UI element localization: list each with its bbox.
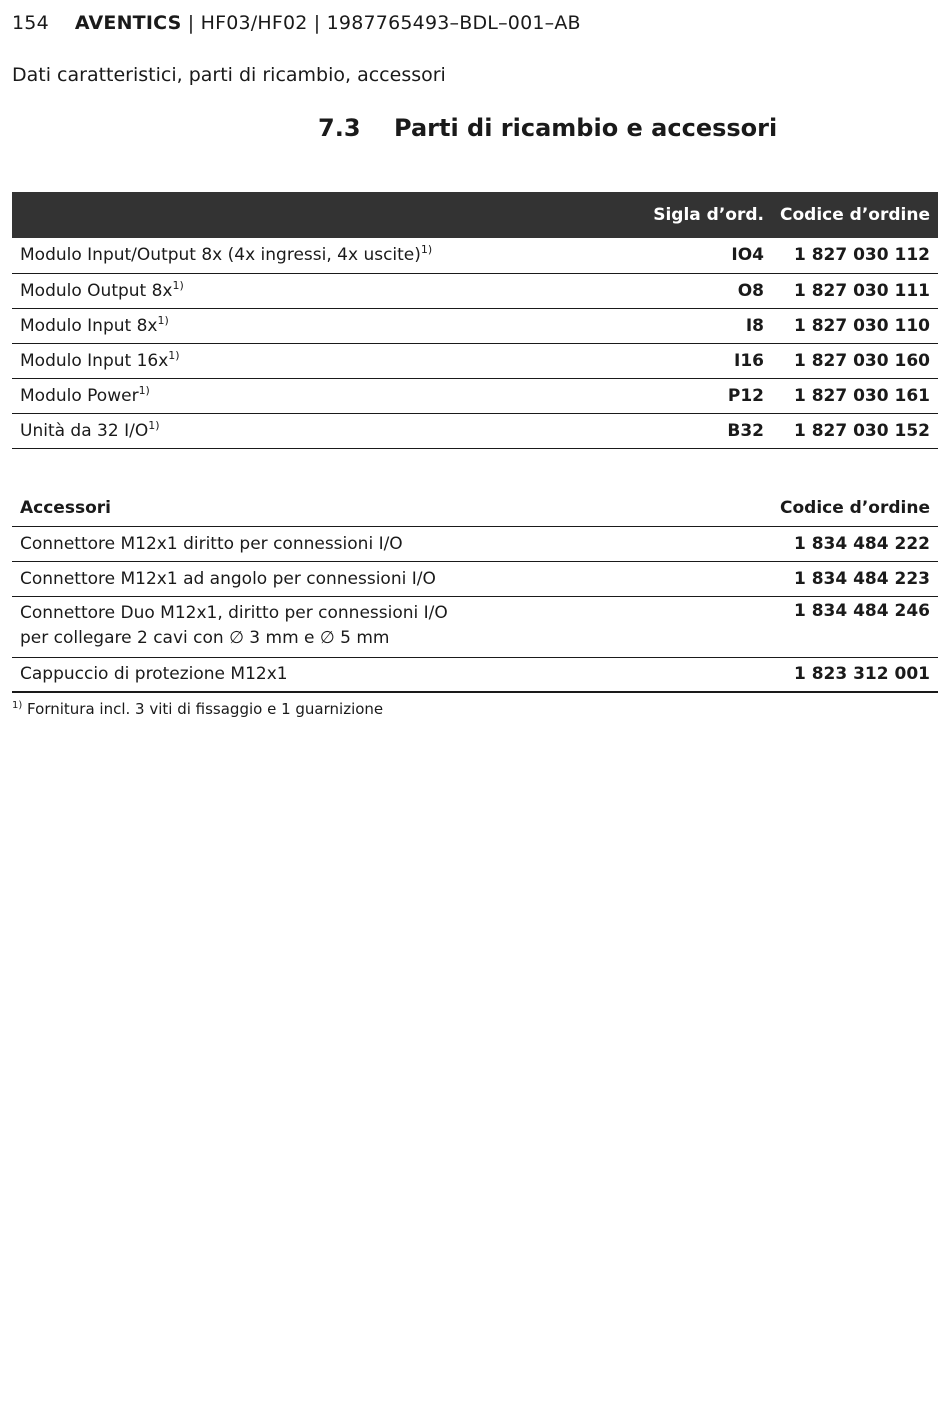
- part-description: [12, 273, 645, 308]
- footnote-ref: 1): [148, 418, 160, 432]
- column-header-sigla: Sigla d’ord.: [653, 205, 764, 225]
- table-row: [12, 526, 938, 561]
- part-description-text: Unità da 32 I/O: [20, 420, 149, 441]
- part-code: 1 827 030 111: [793, 280, 930, 301]
- footnote-ref: 1): [157, 313, 169, 327]
- column-header-code: Codice d’ordine: [780, 497, 930, 518]
- column-header-description: [12, 192, 645, 238]
- part-sigla: I8: [745, 315, 764, 336]
- part-code: 1 827 030 112: [793, 245, 930, 266]
- table-header-row: [12, 192, 938, 238]
- part-description-text: Modulo Power: [20, 385, 139, 406]
- table-row: [12, 596, 938, 657]
- footnote-ref: 1): [172, 278, 184, 292]
- accessory-description: Connettore M12x1 diritto per connessioni I/O: [20, 533, 403, 554]
- section-title: Dati caratteristici, parti di ricambio, accessori: [12, 64, 446, 86]
- part-description: [12, 238, 645, 273]
- accessory-code: 1 834 484 223: [793, 568, 930, 589]
- part-sigla: IO4: [731, 245, 764, 266]
- table-row: [12, 657, 938, 692]
- table-row: [12, 273, 938, 308]
- part-description: [12, 308, 645, 343]
- chapter-title: Parti di ricambio e accessori: [394, 114, 778, 142]
- column-header-accessories: Accessori: [20, 497, 111, 518]
- accessory-code: 1 823 312 001: [793, 664, 930, 685]
- table-row: [12, 308, 938, 343]
- part-description: [12, 343, 645, 378]
- chapter-heading: [318, 114, 777, 142]
- footnote: [12, 700, 383, 718]
- part-description: [12, 413, 645, 448]
- part-description-text: Modulo Input/Output 8x (4x ingressi, 4x uscite): [20, 245, 421, 266]
- part-description-text: Modulo Input 16x: [20, 350, 169, 371]
- page-header: [12, 12, 581, 34]
- accessory-description-line: per collegare 2 cavi con ∅ 3 mm e ∅ 5 mm: [20, 627, 390, 648]
- spare-parts-table: [12, 192, 938, 449]
- part-code: 1 827 030 161: [793, 385, 930, 406]
- part-code: 1 827 030 110: [793, 315, 930, 336]
- table-row: [12, 343, 938, 378]
- table-header-row: [12, 490, 938, 526]
- table-row: [12, 561, 938, 596]
- accessory-description: Connettore M12x1 ad angolo per connessioni I/O: [20, 568, 436, 589]
- footnote-ref: 1): [138, 383, 150, 397]
- brand-name: AVENTICS: [74, 12, 182, 34]
- accessory-code: 1 834 484 246: [793, 600, 930, 621]
- part-description-text: Modulo Input 8x: [20, 315, 158, 336]
- accessory-code: 1 834 484 222: [793, 533, 930, 554]
- footnote-ref: 1): [420, 243, 433, 257]
- accessory-description: Cappuccio di protezione M12x1: [20, 664, 288, 685]
- table-row: [12, 413, 938, 448]
- page-number: 154: [12, 12, 49, 34]
- chapter-number: 7.3: [318, 114, 361, 142]
- footnote-ref: 1): [168, 348, 180, 362]
- accessory-description: [12, 596, 772, 657]
- footnote-mark: 1): [12, 700, 23, 711]
- part-description: [12, 378, 645, 413]
- part-code: 1 827 030 152: [793, 420, 930, 441]
- accessories-table: [12, 490, 938, 693]
- part-sigla: O8: [737, 280, 764, 301]
- table-row: [12, 378, 938, 413]
- part-sigla: P12: [727, 385, 764, 406]
- column-header-code: Codice d’ordine: [780, 205, 930, 225]
- table-row: [12, 238, 938, 273]
- accessory-description-line: Connettore Duo M12x1, diritto per connessioni I/O: [20, 602, 448, 623]
- document-reference: | HF03/HF02 | 1987765493–BDL–001–AB: [181, 12, 581, 34]
- footnote-text: Fornitura incl. 3 viti di fissaggio e 1 guarnizione: [27, 700, 384, 718]
- part-sigla: I16: [734, 350, 764, 371]
- part-code: 1 827 030 160: [793, 350, 930, 371]
- part-sigla: B32: [727, 420, 764, 441]
- part-description-text: Modulo Output 8x: [20, 280, 173, 301]
